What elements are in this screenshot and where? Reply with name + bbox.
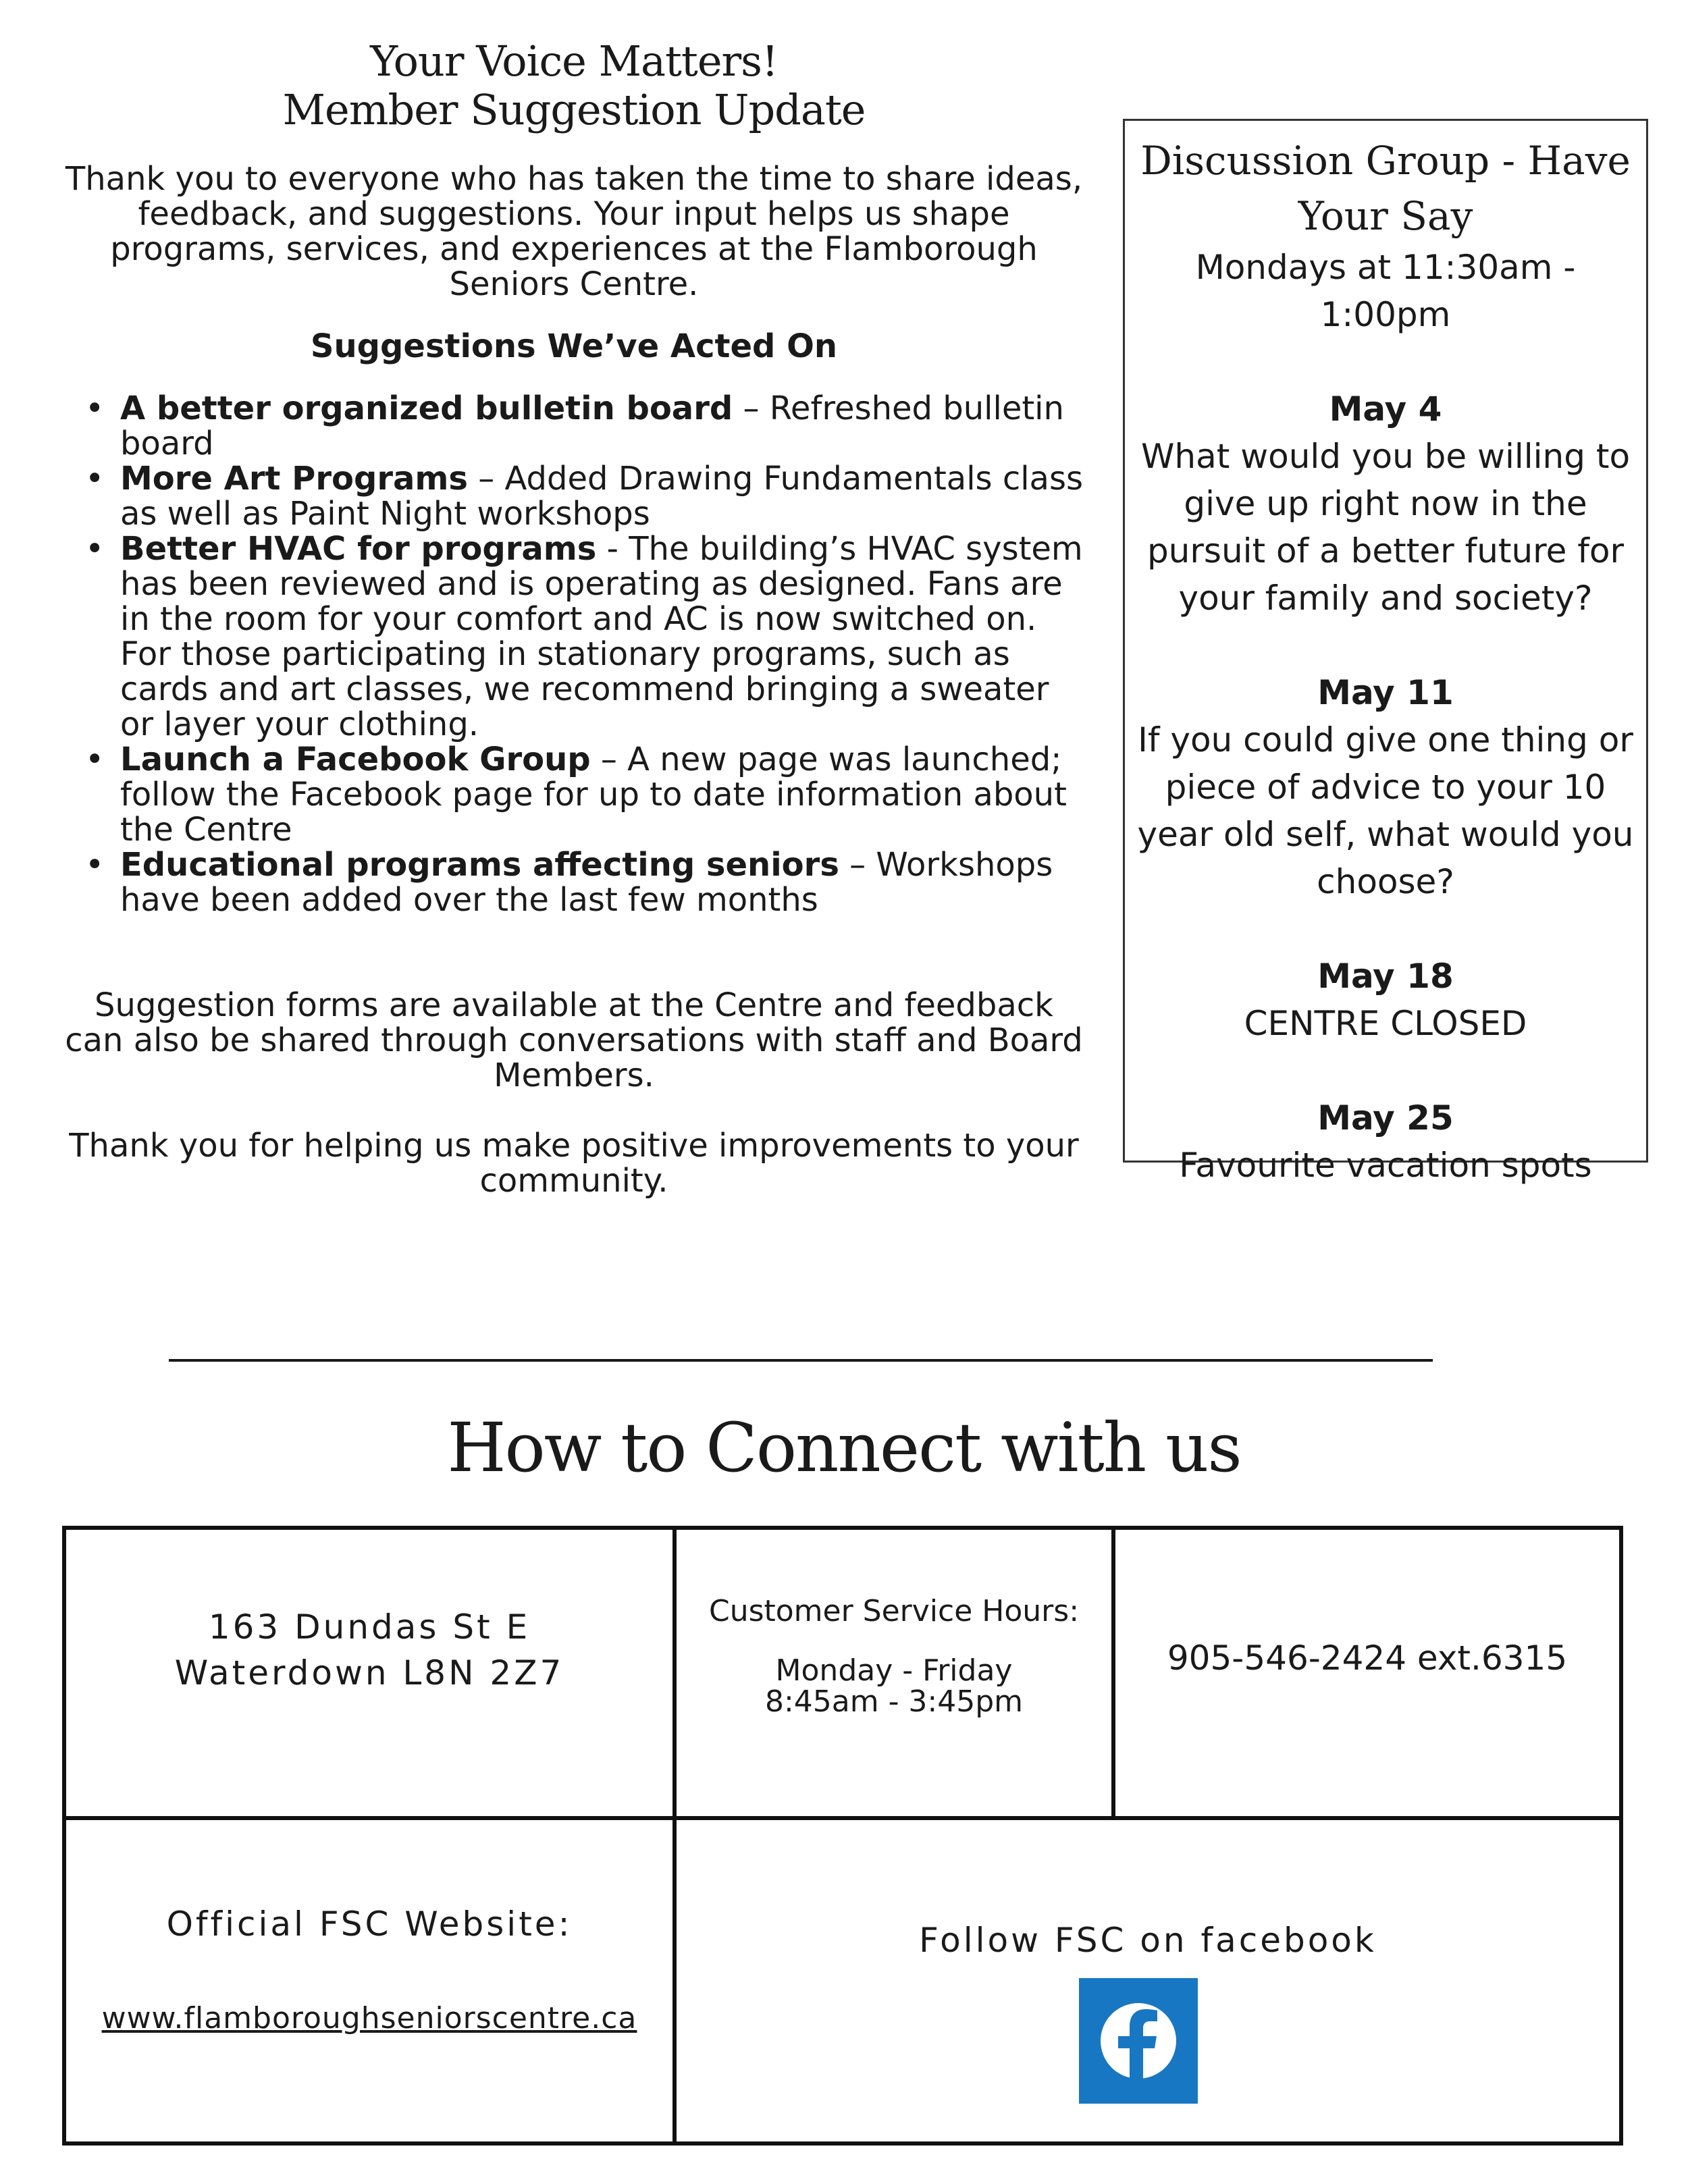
session-topic: If you could give one thing or piece of advice to your 10 year old self, what would you choose? bbox=[1137, 720, 1634, 901]
session-date: May 25 bbox=[1317, 1098, 1454, 1138]
website-cell bbox=[62, 1816, 677, 2146]
hours-cell bbox=[672, 1526, 1115, 1820]
website-label: Official FSC Website: bbox=[166, 1905, 573, 1944]
item-title: Educational programs affecting seniors bbox=[120, 846, 839, 884]
session-date: May 4 bbox=[1329, 390, 1442, 429]
address bbox=[66, 1604, 672, 1696]
facebook-label: Follow FSC on facebook bbox=[919, 1921, 1377, 1960]
discussion-schedule: Mondays at 11:30am - 1:00pm bbox=[1195, 248, 1576, 334]
item-text: – A new page was launched; follow the Facebook page for up to date information about the Centre bbox=[120, 741, 1067, 849]
suggestion-update-section bbox=[61, 37, 1087, 1198]
phone-cell bbox=[1111, 1526, 1623, 1820]
item-text: – Workshops have been added over the last few months bbox=[120, 846, 1053, 919]
discussion-group-box bbox=[1123, 119, 1648, 1185]
hours-label: Customer Service Hours: bbox=[708, 1594, 1080, 1628]
list-item bbox=[120, 391, 1087, 461]
item-title: A better organized bulletin board bbox=[120, 390, 733, 427]
facebook-cell bbox=[672, 1816, 1623, 2146]
item-text: – Refreshed bulletin board bbox=[120, 390, 1064, 462]
intro-paragraph: Thank you to everyone who has taken the time to share ideas, feedback, and suggestions. Your input helps us shape programs, services, and experiences at the Flamborough Seniors Centre. bbox=[65, 160, 1083, 303]
list-item bbox=[120, 531, 1087, 742]
discussion-title: Discussion Group - Have Your Say bbox=[1140, 138, 1631, 239]
session-topic: What would you be willing to give up right now in the pursuit of a better future for your family and society? bbox=[1140, 437, 1631, 618]
address-cell bbox=[62, 1526, 677, 1820]
session-topic: Favourite vacation spots bbox=[1179, 1146, 1592, 1185]
list-item bbox=[120, 742, 1087, 847]
address-line-2: Waterdown L8N 2Z7 bbox=[174, 1653, 564, 1693]
list-item bbox=[120, 847, 1087, 917]
hours-days: Monday - Friday bbox=[775, 1653, 1013, 1688]
session-topic: CENTRE CLOSED bbox=[1244, 1004, 1527, 1043]
closing-paragraph: Suggestion forms are available at the Centre and feedback can also be shared through conversations with staff and Board Members. bbox=[65, 986, 1083, 1094]
session-date: May 18 bbox=[1317, 957, 1454, 996]
session-date: May 11 bbox=[1317, 673, 1454, 712]
item-title: Better HVAC for programs bbox=[120, 530, 597, 568]
acted-on-heading: Suggestions We’ve Acted On bbox=[310, 327, 838, 365]
address-line-1: 163 Dundas St E bbox=[208, 1607, 531, 1647]
title-line-2: Member Suggestion Update bbox=[282, 85, 866, 134]
title-line-1: Your Voice Matters! bbox=[370, 36, 778, 86]
section-title bbox=[61, 37, 1087, 134]
list-item bbox=[120, 461, 1087, 531]
website-link[interactable]: www.flamboroughseniorscentre.ca bbox=[101, 2001, 637, 2035]
item-title: More Art Programs bbox=[120, 460, 468, 498]
section-divider bbox=[169, 1359, 1433, 1362]
item-title: Launch a Facebook Group bbox=[120, 741, 591, 778]
hours-time: 8:45am - 3:45pm bbox=[764, 1684, 1024, 1719]
item-text: – Added Drawing Fundamentals class as well as Paint Night workshops bbox=[120, 460, 1083, 533]
phone-number: 905-546-2424 ext.6315 bbox=[1167, 1639, 1568, 1678]
thanks-paragraph: Thank you for helping us make positive improvements to your community. bbox=[69, 1127, 1079, 1200]
item-text: - The building’s HVAC system has been reviewed and is operating as designed. Fans are in the room for your comfort and AC is now switched on. For those participating in stationary programs, such as cards and art classes, we recommend bringing a sweater or layer your clothing. bbox=[120, 530, 1083, 743]
facebook-icon[interactable] bbox=[1079, 1978, 1198, 2104]
suggestion-list bbox=[61, 391, 1087, 917]
connect-heading: How to Connect with us bbox=[447, 1408, 1241, 1487]
